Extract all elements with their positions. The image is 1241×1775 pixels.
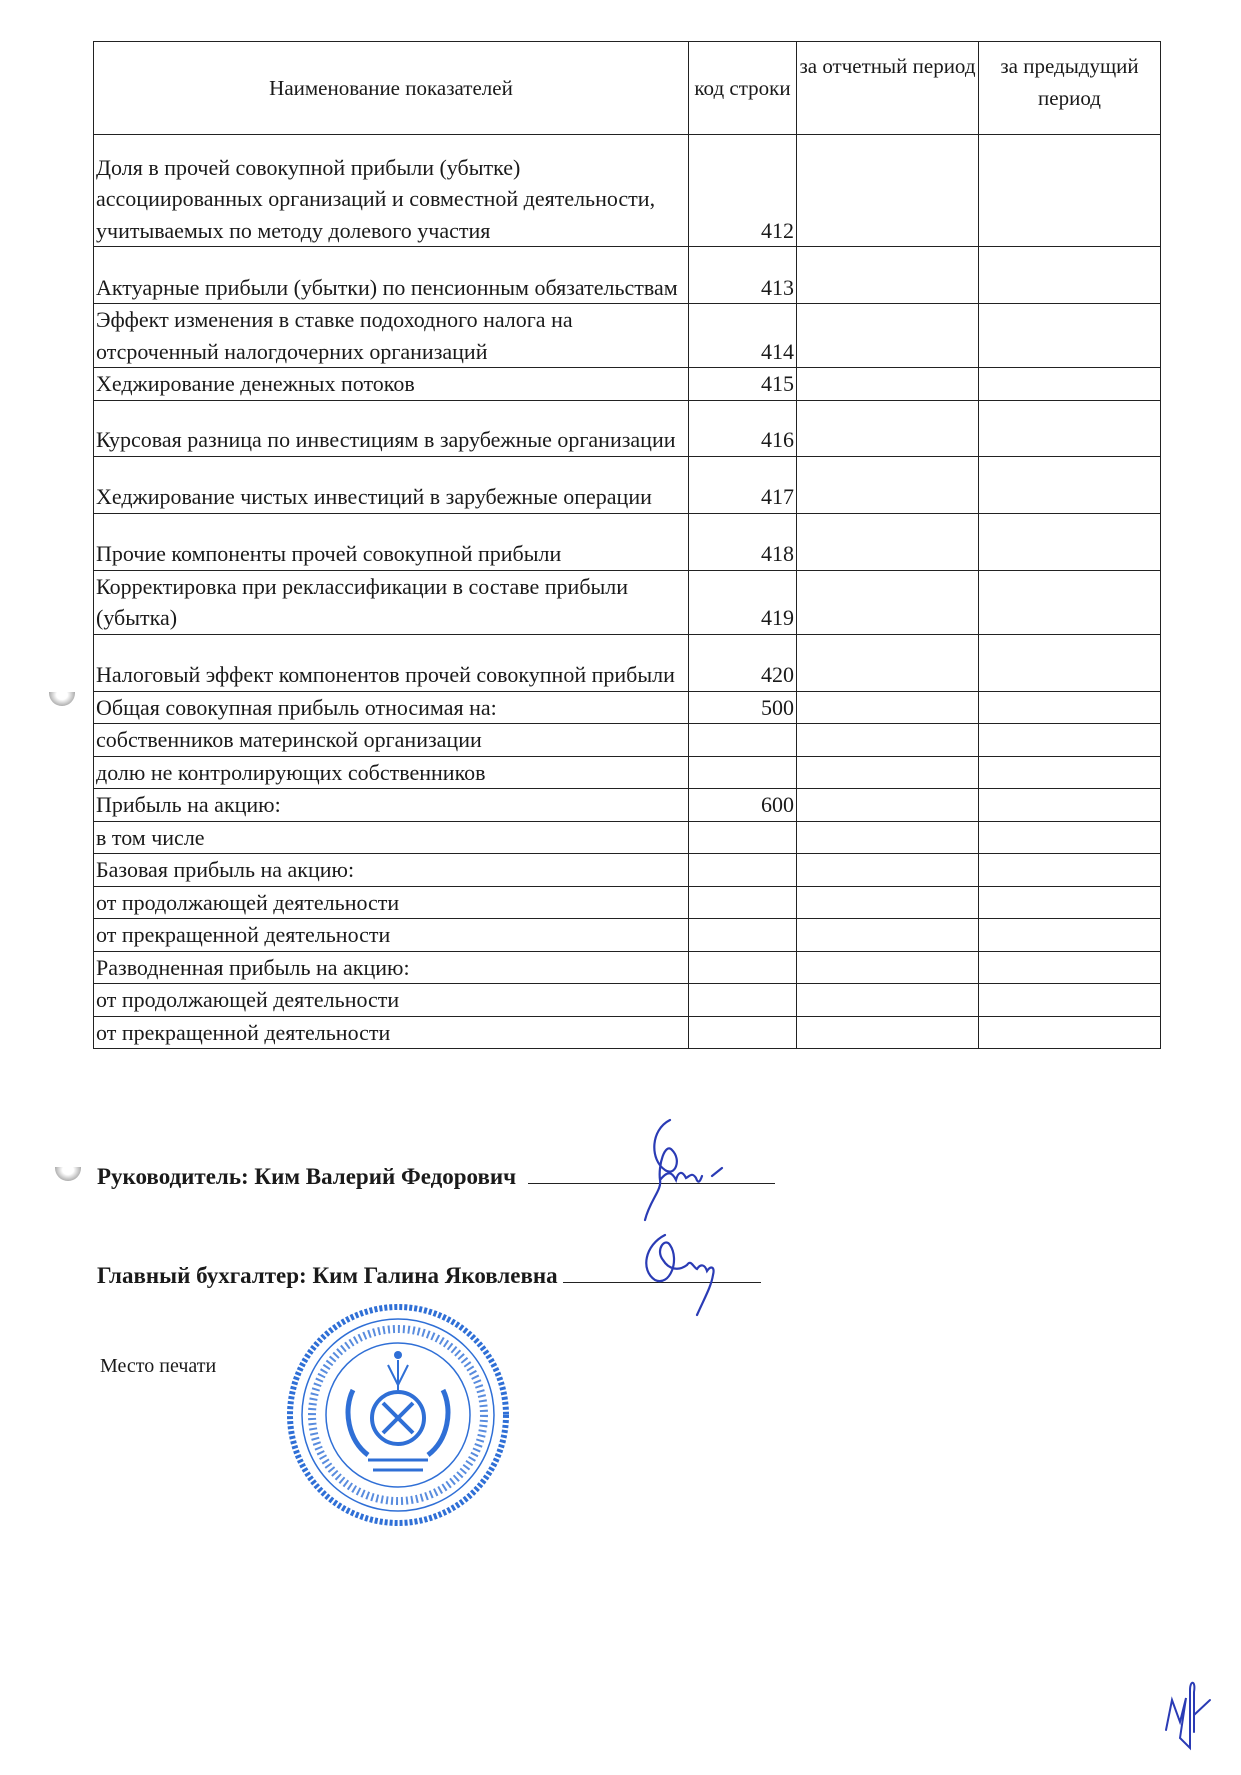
row-name-cell: Актуарные прибыли (убытки) по пенсионным обязательствам bbox=[94, 247, 689, 304]
row-code-cell bbox=[689, 1016, 797, 1049]
table-row bbox=[94, 247, 1161, 304]
stamp-place-label: Место печати bbox=[100, 1355, 217, 1377]
header-previous-period: за предыдущий период bbox=[979, 42, 1161, 135]
row-current-period-cell bbox=[797, 368, 979, 401]
row-current-period-cell bbox=[797, 724, 979, 757]
table-row bbox=[94, 570, 1161, 634]
row-name-cell: Корректировка при реклассификации в составе прибыли (убытка) bbox=[94, 570, 689, 634]
row-name-cell: от прекращенной деятельности bbox=[94, 919, 689, 952]
row-current-period-cell bbox=[797, 919, 979, 952]
row-name-cell: Прочие компоненты прочей совокупной прибыли bbox=[94, 513, 689, 570]
table-row bbox=[94, 513, 1161, 570]
row-current-period-cell bbox=[797, 1016, 979, 1049]
table-row bbox=[94, 691, 1161, 724]
row-previous-period-cell bbox=[979, 368, 1161, 401]
row-previous-period-cell bbox=[979, 886, 1161, 919]
table-row bbox=[94, 400, 1161, 456]
row-current-period-cell bbox=[797, 513, 979, 570]
row-current-period-cell bbox=[797, 951, 979, 984]
row-previous-period-cell bbox=[979, 400, 1161, 456]
punch-hole bbox=[49, 692, 75, 706]
row-name-cell: от прекращенной деятельности bbox=[94, 1016, 689, 1049]
row-previous-period-cell bbox=[979, 984, 1161, 1017]
row-current-period-cell bbox=[797, 691, 979, 724]
table-row bbox=[94, 789, 1161, 822]
row-code-cell: 416 bbox=[689, 400, 797, 456]
table-row bbox=[94, 368, 1161, 401]
row-code-cell bbox=[689, 919, 797, 952]
row-current-period-cell bbox=[797, 247, 979, 304]
row-current-period-cell bbox=[797, 821, 979, 854]
row-name-cell: Хеджирование чистых инвестиций в зарубежные операции bbox=[94, 456, 689, 513]
table-header-row bbox=[94, 42, 1161, 135]
row-code-cell bbox=[689, 886, 797, 919]
row-current-period-cell bbox=[797, 789, 979, 822]
row-current-period-cell bbox=[797, 456, 979, 513]
row-code-cell bbox=[689, 984, 797, 1017]
row-previous-period-cell bbox=[979, 789, 1161, 822]
row-name-cell: Налоговый эффект компонентов прочей совокупной прибыли bbox=[94, 634, 689, 691]
row-current-period-cell bbox=[797, 400, 979, 456]
punch-hole bbox=[55, 1167, 81, 1181]
row-previous-period-cell bbox=[979, 919, 1161, 952]
row-current-period-cell bbox=[797, 570, 979, 634]
row-previous-period-cell bbox=[979, 570, 1161, 634]
row-code-cell: 420 bbox=[689, 634, 797, 691]
row-previous-period-cell bbox=[979, 691, 1161, 724]
row-previous-period-cell bbox=[979, 513, 1161, 570]
table-row bbox=[94, 756, 1161, 789]
director-label: Руководитель: Ким Валерий Федорович bbox=[97, 1164, 517, 1189]
row-name-cell: Базовая прибыль на акцию: bbox=[94, 854, 689, 887]
row-name-cell: Разводненная прибыль на акцию: bbox=[94, 951, 689, 984]
row-code-cell bbox=[689, 821, 797, 854]
table-row bbox=[94, 821, 1161, 854]
row-code-cell: 414 bbox=[689, 304, 797, 368]
row-current-period-cell bbox=[797, 135, 979, 247]
row-previous-period-cell bbox=[979, 247, 1161, 304]
accountant-signature-icon bbox=[635, 1225, 745, 1325]
row-previous-period-cell bbox=[979, 304, 1161, 368]
row-name-cell: Эффект изменения в ставке подоходного налога на отсроченный налогдочерних организаций bbox=[94, 304, 689, 368]
table-row bbox=[94, 886, 1161, 919]
row-name-cell: Общая совокупная прибыль относимая на: bbox=[94, 691, 689, 724]
row-previous-period-cell bbox=[979, 456, 1161, 513]
header-name: Наименование показателей bbox=[94, 42, 689, 135]
header-code: код строки bbox=[689, 42, 797, 135]
table-row bbox=[94, 951, 1161, 984]
official-stamp-icon bbox=[283, 1300, 513, 1530]
page-initials-icon bbox=[1158, 1660, 1218, 1750]
table-row bbox=[94, 456, 1161, 513]
table-row bbox=[94, 135, 1161, 247]
row-code-cell bbox=[689, 756, 797, 789]
report-table bbox=[93, 41, 1161, 1049]
row-previous-period-cell bbox=[979, 135, 1161, 247]
row-code-cell: 417 bbox=[689, 456, 797, 513]
row-previous-period-cell bbox=[979, 951, 1161, 984]
row-current-period-cell bbox=[797, 756, 979, 789]
row-current-period-cell bbox=[797, 634, 979, 691]
row-current-period-cell bbox=[797, 984, 979, 1017]
row-previous-period-cell bbox=[979, 854, 1161, 887]
row-name-cell: в том числе bbox=[94, 821, 689, 854]
table-row bbox=[94, 724, 1161, 757]
row-code-cell: 413 bbox=[689, 247, 797, 304]
table-row bbox=[94, 984, 1161, 1017]
row-previous-period-cell bbox=[979, 1016, 1161, 1049]
row-name-cell: долю не контролирующих собственников bbox=[94, 756, 689, 789]
row-previous-period-cell bbox=[979, 724, 1161, 757]
row-code-cell: 419 bbox=[689, 570, 797, 634]
table-row bbox=[94, 854, 1161, 887]
row-current-period-cell bbox=[797, 304, 979, 368]
row-code-cell: 418 bbox=[689, 513, 797, 570]
director-signature-icon bbox=[620, 1110, 760, 1230]
row-code-cell: 600 bbox=[689, 789, 797, 822]
table-row bbox=[94, 919, 1161, 952]
table-row bbox=[94, 304, 1161, 368]
row-name-cell: Прибыль на акцию: bbox=[94, 789, 689, 822]
row-name-cell: от продолжающей деятельности bbox=[94, 984, 689, 1017]
row-name-cell: от продолжающей деятельности bbox=[94, 886, 689, 919]
row-previous-period-cell bbox=[979, 756, 1161, 789]
table-row bbox=[94, 1016, 1161, 1049]
row-name-cell: Доля в прочей совокупной прибыли (убытке) ассоциированных организаций и совместной деятельности, учитываемых по методу долевого участия bbox=[94, 135, 689, 247]
table-row bbox=[94, 634, 1161, 691]
row-name-cell: Курсовая разница по инвестициям в зарубежные организации bbox=[94, 400, 689, 456]
row-code-cell: 412 bbox=[689, 135, 797, 247]
row-code-cell bbox=[689, 951, 797, 984]
row-code-cell bbox=[689, 724, 797, 757]
row-current-period-cell bbox=[797, 886, 979, 919]
row-code-cell: 500 bbox=[689, 691, 797, 724]
row-code-cell bbox=[689, 854, 797, 887]
row-previous-period-cell bbox=[979, 821, 1161, 854]
row-name-cell: Хеджирование денежных потоков bbox=[94, 368, 689, 401]
row-code-cell: 415 bbox=[689, 368, 797, 401]
row-current-period-cell bbox=[797, 854, 979, 887]
row-name-cell: собственников материнской организации bbox=[94, 724, 689, 757]
accountant-label: Главный бухгалтер: Ким Галина Яковлевна bbox=[97, 1263, 558, 1288]
row-previous-period-cell bbox=[979, 634, 1161, 691]
header-current-period: за отчетный период bbox=[797, 42, 979, 135]
